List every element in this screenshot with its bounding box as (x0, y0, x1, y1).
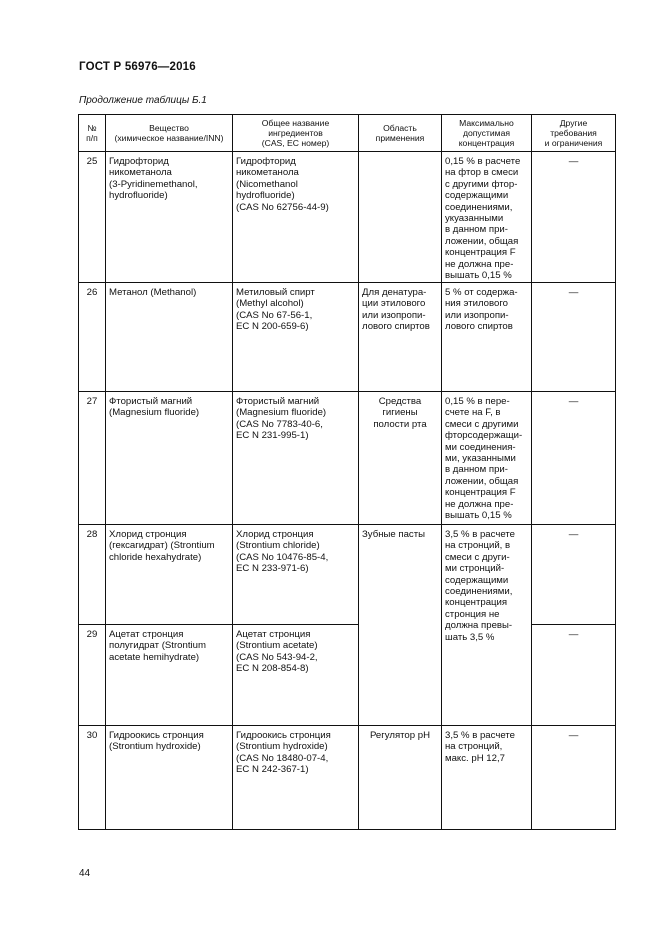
ingredients-table (78, 114, 616, 830)
row-number: 29 (79, 625, 106, 726)
other-requirements-cell: — (532, 392, 616, 525)
page-number: 44 (79, 868, 91, 879)
other-requirements-cell: — (532, 525, 616, 625)
table-row (79, 152, 616, 283)
other-requirements-cell: — (532, 283, 616, 392)
row-number: 26 (79, 283, 106, 392)
max-concentration-cell: 5 % от содержа- ния этилового или изопропи- лового спиртов (442, 283, 532, 392)
header-substance: Вещество (химическое название/INN) (106, 115, 233, 152)
max-concentration-cell: 0,15 % в расчете на фтор в смеси с другими фтор- содержащими соединениями, укуазанными в данном при- ложении, общая концентрация F не должна пре- вышать 0,15 % (442, 152, 532, 283)
substance-cell: Хлорид стронция (гексагидрат) (Strontium chloride hexahydrate) (106, 525, 233, 625)
table-row (79, 525, 616, 625)
substance-cell: Гидроокись стронция (Strontium hydroxide) (106, 726, 233, 830)
max-concentration-cell: 0,15 % в пере- счете на F, в смеси с другими фторсодержащи- ми соединения- ми, указанными в данном при- ложении, общая концентрация F не должна пре- вышать 0,15 % (442, 392, 532, 525)
row-number: 28 (79, 525, 106, 625)
row-number: 25 (79, 152, 106, 283)
table-row (79, 625, 616, 726)
max-concentration-cell: 3,5 % в расчете на стронций, в смеси с други- ми стронций- содержащими соединениями, концентрация стронция не должна превы- шать 3,5 % (442, 525, 532, 726)
substance-cell: Гидрофторид никометанола (3-Pyridinemethanol, hydrofluoride) (106, 152, 233, 283)
max-concentration-cell: 3,5 % в расчете на стронций, макс. pH 12,7 (442, 726, 532, 830)
common-name-cell: Ацетат стронция (Strontium acetate) (CAS No 543-94-2, EC N 208-854-8) (233, 625, 359, 726)
header-max-concentration: Максимально допустимая концентрация (442, 115, 532, 152)
field-cell: Средства гигиены полости рта (359, 392, 442, 525)
table-row (79, 392, 616, 525)
row-number: 27 (79, 392, 106, 525)
row-number: 30 (79, 726, 106, 830)
other-requirements-cell: — (532, 726, 616, 830)
common-name-cell: Гидроокись стронция (Strontium hydroxide) (CAS No 18480-07-4, EC N 242-367-1) (233, 726, 359, 830)
document-title: ГОСТ Р 56976—2016 (79, 61, 196, 73)
substance-cell: Ацетат стронция полугидрат (Strontium acetate hemihydrate) (106, 625, 233, 726)
other-requirements-cell: — (532, 625, 616, 726)
common-name-cell: Фтористый магний (Magnesium fluoride) (CAS No 7783-40-6, EC N 231-995-1) (233, 392, 359, 525)
common-name-cell: Хлорид стронция (Strontium chloride) (CAS No 10476-85-4, EC N 233-971-6) (233, 525, 359, 625)
common-name-cell: Гидрофторид никометанола (Nicomethanol hydrofluoride) (CAS No 62756-44-9) (233, 152, 359, 283)
field-cell: Зубные пасты (359, 525, 442, 726)
header-other-requirements: Другие требования и ограничения (532, 115, 616, 152)
table-row (79, 726, 616, 830)
substance-cell: Фтористый магний (Magnesium fluoride) (106, 392, 233, 525)
substance-cell: Метанол (Methanol) (106, 283, 233, 392)
table-caption: Продолжение таблицы Б.1 (79, 95, 207, 106)
other-requirements-cell: — (532, 152, 616, 283)
common-name-cell: Метиловый спирт (Methyl alcohol) (CAS No 67-56-1, EC N 200-659-6) (233, 283, 359, 392)
header-field: Область применения (359, 115, 442, 152)
header-num: № п/п (79, 115, 106, 152)
header-common-name: Общее название ингредиентов (CAS, EC номер) (233, 115, 359, 152)
field-cell (359, 152, 442, 283)
field-cell: Для денатура- ции этилового или изопропи- лового спиртов (359, 283, 442, 392)
table-row (79, 283, 616, 392)
table-header-row (79, 115, 616, 152)
field-cell: Регулятор pH (359, 726, 442, 830)
